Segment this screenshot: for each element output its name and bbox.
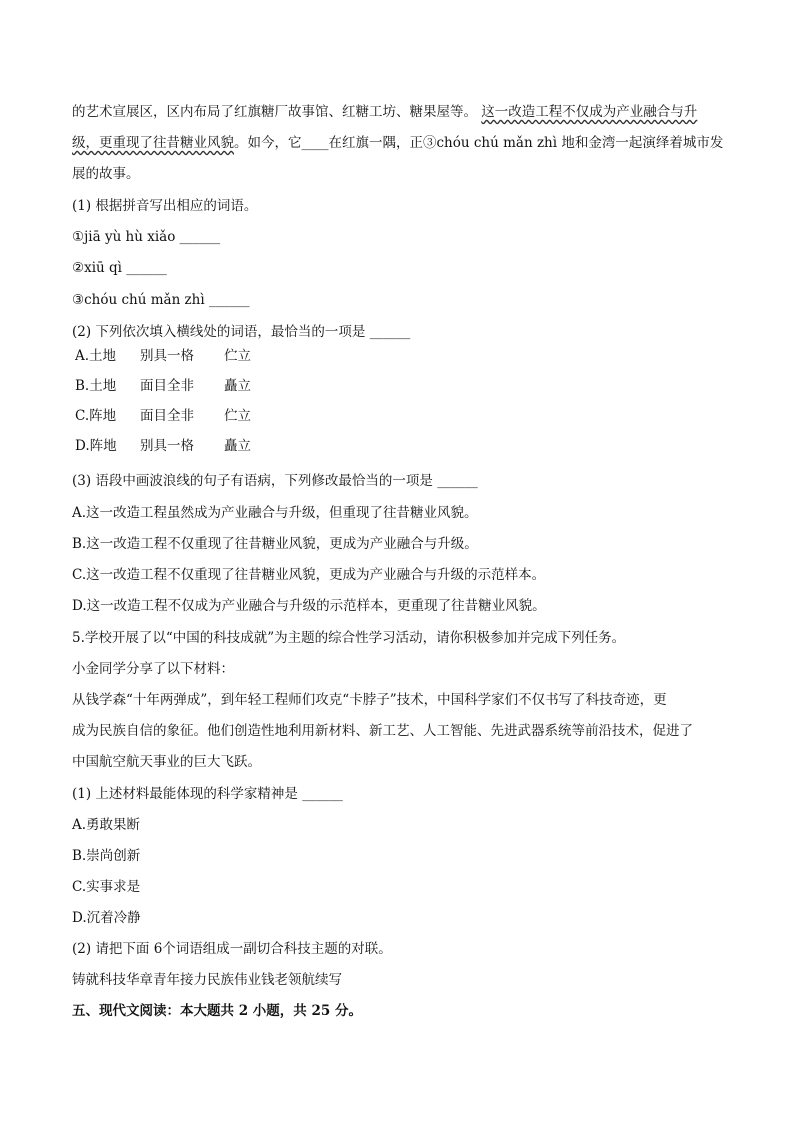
option-letter-word: D.阵地 bbox=[75, 438, 117, 454]
q3-prompt: (3) 语段中画波浪线的句子有语病，下列修改最恰当的一项是 ______ bbox=[72, 473, 478, 489]
q5-sub1-option-d: D.沉着冷静 bbox=[72, 910, 141, 926]
q3-option-c: C.这一改造工程不仅重现了往昔糖业风貌，更成为产业融合与升级的示范样本。 bbox=[72, 567, 546, 583]
option-idiom: 别具一格 bbox=[140, 348, 194, 364]
option-verb: 伫立 bbox=[224, 348, 251, 364]
q2-option-a bbox=[75, 346, 251, 366]
q1-prompt: (1) 根据拼音写出相应的词语。 bbox=[72, 198, 258, 214]
q5-material-line-3: 中国航空航天事业的巨大飞跃。 bbox=[72, 754, 261, 770]
q2-option-b bbox=[75, 376, 251, 396]
q5-sub1-option-b: B.崇尚创新 bbox=[72, 848, 141, 864]
passage-line-1 bbox=[72, 102, 697, 122]
option-idiom: 面目全非 bbox=[140, 408, 194, 424]
q1-item-1: ①jiā yù hù xiǎo ______ bbox=[72, 229, 221, 245]
wavy-underlined-sentence: 这一改造工程不仅成为产业融合与升 bbox=[481, 104, 698, 120]
passage-line-2 bbox=[72, 133, 723, 153]
option-verb: 矗立 bbox=[224, 438, 251, 454]
q5-intro: 小金同学分享了以下材料： bbox=[72, 661, 234, 677]
wavy-underlined-sentence: 级，更重现了往昔糖业风貌 bbox=[72, 135, 234, 151]
passage-text: 。如今，它____在红旗一隅，正③chóu chú mǎn zhì 地和金湾一起演绎着城市发 bbox=[234, 135, 724, 151]
q5-sub2-prompt: (2) 请把下面 6个词语组成一副切合科技主题的对联。 bbox=[72, 941, 392, 957]
q3-option-d: D.这一改造工程不仅成为产业融合与升级的示范样本，更重现了往昔糖业风貌。 bbox=[72, 598, 546, 614]
option-verb: 伫立 bbox=[224, 408, 251, 424]
passage-line-3: 展的故事。 bbox=[72, 166, 140, 182]
option-verb: 矗立 bbox=[224, 378, 251, 394]
q5-title: 5.学校开展了以“中国的科技成就”为主题的综合性学习活动，请你积极参加并完成下列任务。 bbox=[72, 630, 626, 646]
q5-word-list: 铸就科技华章青年接力民族伟业钱老领航续写 bbox=[72, 972, 342, 988]
section-heading: 五、现代文阅读：本大题共 2 小题，共 25 分。 bbox=[72, 1003, 362, 1019]
option-letter-word: A.土地 bbox=[75, 348, 117, 364]
option-letter-word: B.土地 bbox=[75, 378, 117, 394]
q2-prompt: (2) 下列依次填入横线处的词语，最恰当的一项是 ______ bbox=[72, 324, 411, 340]
q5-material-line-1: 从钱学森“十年两弹成”，到年轻工程师们攻克“卡脖子”技术，中国科学家们不仅书写了科技奇迹，更 bbox=[72, 692, 667, 708]
option-letter-word: C.阵地 bbox=[75, 408, 117, 424]
q3-option-b: B.这一改造工程不仅重现了往昔糖业风貌，更成为产业融合与升级。 bbox=[72, 536, 478, 552]
q5-material-line-2: 成为民族自信的象征。他们创造性地利用新材料、新工艺、人工智能、先进武器系统等前沿技术，促进了 bbox=[72, 723, 693, 739]
q5-sub1-option-c: C.实事求是 bbox=[72, 879, 141, 895]
q3-option-a: A.这一改造工程虽然成为产业融合与升级，但重现了往昔糖业风貌。 bbox=[72, 505, 478, 521]
q2-option-c bbox=[75, 406, 251, 426]
q2-option-d bbox=[75, 436, 251, 456]
option-idiom: 别具一格 bbox=[140, 438, 194, 454]
passage-text: 的艺术宣展区，区内布局了红旗糖厂故事馆、红糖工坊、糖果屋等。 bbox=[72, 104, 482, 120]
q1-item-2: ②xiū qì ______ bbox=[72, 260, 167, 276]
q5-sub1-option-a: A.勇敢果断 bbox=[72, 817, 141, 833]
q5-sub1-prompt: (1) 上述材料最能体现的科学家精神是 ______ bbox=[72, 786, 343, 802]
q1-item-3: ③chóu chú mǎn zhì ______ bbox=[72, 292, 250, 308]
option-idiom: 面目全非 bbox=[140, 378, 194, 394]
